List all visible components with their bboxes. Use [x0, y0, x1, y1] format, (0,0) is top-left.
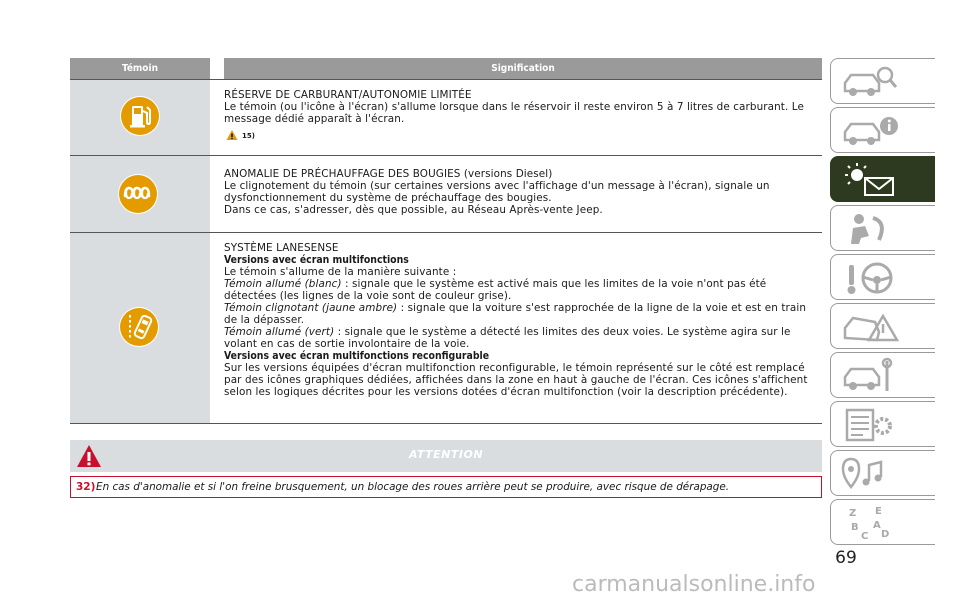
column-header-temoin: Témoin — [70, 58, 210, 79]
svg-text:B: B — [851, 522, 859, 533]
svg-text:C: C — [861, 531, 869, 542]
airbag-person-icon — [839, 210, 903, 248]
svg-text:Z: Z — [849, 508, 857, 519]
sidebar-tab-driving[interactable] — [830, 254, 935, 300]
svg-text:E: E — [875, 506, 882, 517]
sidebar-tab-maintenance[interactable] — [830, 352, 935, 398]
sidebar-tab-emergency[interactable] — [830, 303, 935, 349]
row-lanesense-title: SYSTÈME LANESENSE — [224, 242, 339, 254]
row-lanesense-body-last: Sur les versions équipées d'écran multifonction reconfigurable, le témoin représenté sur le côté est remplacé par des icônes graphiques dédiées, affichées dans la zone en haut à gauche de l'écran. Ces icônes s'affichent selon les logiques décrites pour les versions dotées d'écran multifonction (voir la description précédente). — [224, 362, 808, 398]
row-lanesense-subheading-1: Versions avec écran multifonctions — [224, 254, 409, 266]
row-fuel-title: RÉSERVE DE CARBURANT/AUTONOMIE LIMITÉE — [224, 89, 472, 101]
warning-heading: ATTENTION — [408, 448, 484, 461]
sidebar-tab-multimedia[interactable] — [830, 450, 935, 496]
map-music-icon — [839, 455, 903, 493]
row-lanesense-item-white: Témoin allumé (blanc) : signale que le système est activé mais que les limites de la voie n'ont pas été détectées (les lignes de la voie sont de couleur grise). — [224, 278, 767, 302]
sidebar-tab-index[interactable] — [830, 499, 935, 545]
warning-box — [70, 476, 822, 498]
page-number: 69 — [835, 548, 857, 568]
row-divider — [70, 232, 822, 233]
row-fuel-body: Le témoin (ou l'icône à l'écran) s'allume lorsque dans le réservoir il reste environ 5 à 7 litres de carburant. Le message dédié apparaît à l'écran. — [224, 101, 804, 125]
row-glow-plug-body: Le clignotement du témoin (sur certaines versions avec l'affichage d'un message à l'écran), signale un dysfonctionnement du système de préchauffage des bougies. — [224, 180, 770, 204]
row-fuel-ref — [224, 129, 814, 143]
sidebar-tab-car-info[interactable] — [830, 107, 935, 153]
row-lanesense-item-amber: Témoin clignotant (jaune ambre) : signale que la voiture s'est rapprochée de la ligne de la voie et est en train de la dépasser. — [224, 302, 807, 326]
reference-number: 15) — [242, 132, 255, 140]
lanesense-icon — [119, 307, 159, 347]
row-glow-plug-body2: Dans ce cas, s'adresser, dès que possible, au Réseau Après-vente Jeep. — [224, 204, 603, 216]
row-lanesense-item-green: Témoin allumé (vert) : signale que le système a détecté les limites des deux voies. Le système agira sur le volant en cas de sortie involontaire de la voie. — [224, 326, 791, 350]
fuel-icon — [120, 96, 160, 136]
car-wrench-icon — [839, 357, 903, 395]
sidebar-tab-warning-lights[interactable] — [830, 156, 935, 202]
row-lanesense-text — [224, 242, 814, 398]
car-info-icon — [839, 112, 903, 150]
svg-text:A: A — [873, 520, 881, 531]
watermark: carmanualsonline.info — [572, 572, 816, 597]
row-divider — [70, 423, 822, 424]
row-lanesense-subheading-2: Versions avec écran multifonctions reconfigurable — [224, 350, 490, 362]
sidebar-tab-technical[interactable] — [830, 401, 935, 447]
warning-light-message-icon — [839, 161, 903, 199]
sidebar-tab-safety[interactable] — [830, 205, 935, 251]
car-road-icon — [839, 308, 903, 346]
row-divider — [70, 79, 822, 80]
warning-number: 32) — [76, 481, 96, 493]
warning-text: En cas d'anomalie et si l'on freine brusquement, un blocage des roues arrière peut se produire, avec risque de dérapage. — [96, 481, 730, 493]
row-fuel-text — [224, 89, 814, 143]
alphabetical-index-icon — [839, 504, 903, 542]
glow-plug-icon — [118, 174, 158, 214]
row-glow-plug-text — [224, 168, 814, 216]
row-divider — [70, 155, 822, 156]
sidebar-tab-car-search[interactable] — [830, 58, 935, 104]
svg-text:D: D — [881, 529, 890, 540]
checklist-gear-icon — [839, 406, 903, 444]
steering-wheel-icon — [839, 259, 903, 297]
caution-icon — [226, 129, 238, 141]
car-search-icon — [839, 63, 903, 101]
row-glow-plug-title: ANOMALIE DE PRÉCHAUFFAGE DES BOUGIES (versions Diesel) — [224, 168, 553, 180]
column-header-signification: Signification — [224, 58, 822, 79]
row-lanesense-intro: Le témoin s'allume de la manière suivante : — [224, 266, 457, 278]
